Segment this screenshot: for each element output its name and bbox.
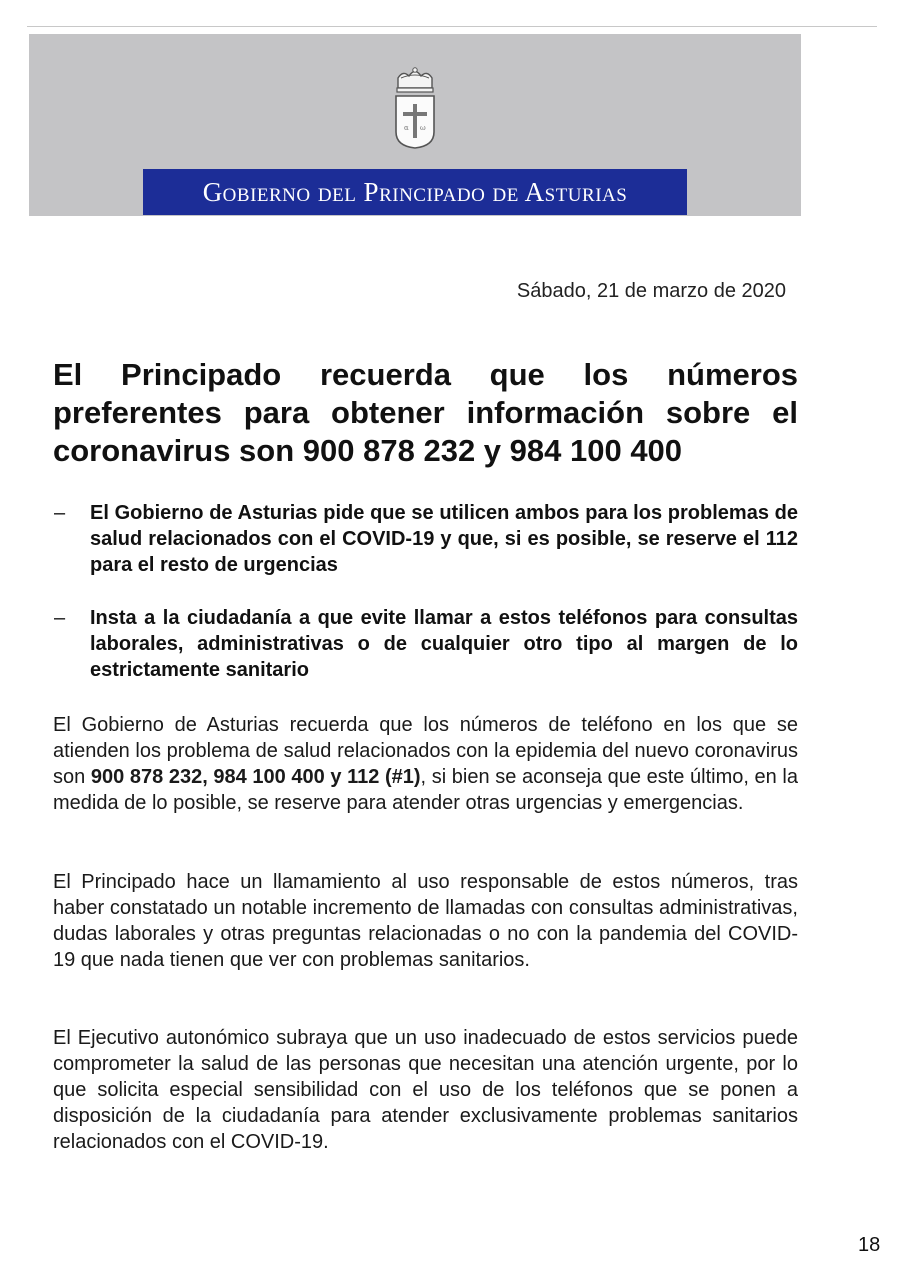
body-paragraph: El Principado hace un llamamiento al uso responsable de estos números, tras haber constatado un notable incremento de llamadas con consultas administrativas, dudas laborales y otras preguntas relacionadas o no con la pandemia del COVID-19 que nada tienen que ver con problemas sanitarios. [53, 871, 798, 971]
body-paragraph: El Ejecutivo autonómico subraya que un uso inadecuado de estos servicios puede comprometer la salud de las personas que necesitan una atención urgente, por lo que solicita especial sensibilidad con el uso de los teléfonos que se ponen a disposición de la ciudadanía para atender exclusivamente problemas sanitarios relacionados con el COVID-19. [53, 1027, 798, 1153]
asturias-crest-icon [389, 66, 441, 150]
summary-bullets [53, 500, 798, 710]
top-divider [27, 26, 877, 27]
bullet-text: Insta a la ciudadanía a que evite llamar a estos teléfonos para consultas laborales, administrativas o de cualquier otro tipo al margen de lo estrictamente sanitario [90, 607, 798, 681]
paragraph-text: El Gobierno de Asturias recuerda que los números de teléfono en los que se atienden los problema de salud relacionados con la epidemia del nuevo coronavirus son [53, 714, 798, 788]
dash-icon: – [54, 502, 66, 524]
government-banner [143, 169, 687, 215]
svg-text:ω: ω [420, 124, 426, 132]
press-release-date: Sábado, 21 de marzo de 2020 [516, 280, 786, 302]
body-paragraph [53, 712, 798, 816]
phone-numbers: 900 878 232, 984 100 400 y 112 (#1) [90, 766, 421, 788]
page-title: El Principado recuerda que los números preferentes para obtener información sobre el coronavirus son 900 878 232 y 984 100 400 [53, 357, 798, 468]
bullet-text: El Gobierno de Asturias pide que se utilicen ambos para los problemas de salud relacionados con el COVID-19 y que, si es posible, se reserve el 112 para el resto de urgencias [90, 502, 798, 576]
summary-bullet [53, 500, 798, 578]
summary-bullet [53, 605, 798, 683]
dash-icon: – [54, 607, 66, 629]
paragraph-text: , si bien se aconseja que este último, en la medida de lo posible, se reserve para atender otras urgencias y emergencias. [53, 766, 798, 814]
svg-text:α: α [404, 124, 409, 132]
organization-name: Gobierno del Principado de Asturias [202, 176, 628, 207]
page-number: 18 [858, 1234, 881, 1256]
